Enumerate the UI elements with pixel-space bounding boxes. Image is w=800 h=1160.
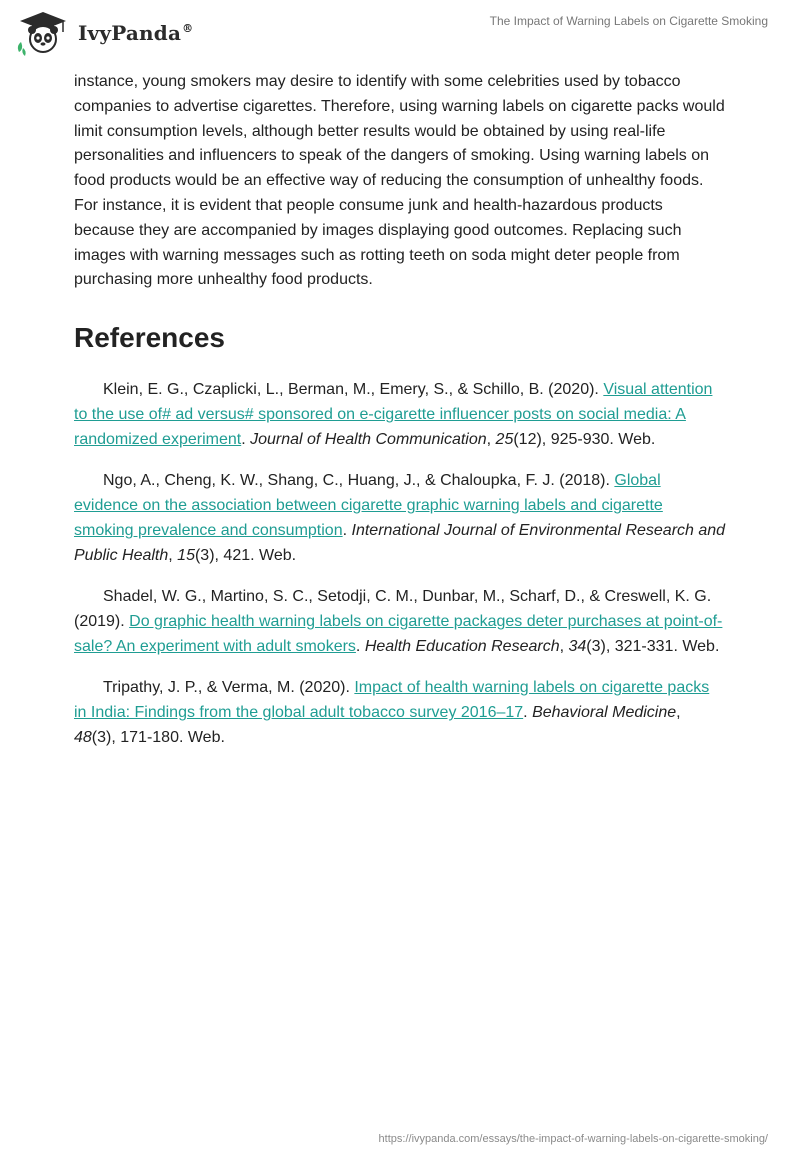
document-title: The Impact of Warning Labels on Cigarette Smoking xyxy=(489,14,768,28)
volume: 15 xyxy=(177,547,195,565)
page-header xyxy=(0,0,800,64)
source-url[interactable]: https://ivypanda.com/essays/the-impact-of-warning-labels-on-cigarette-smoking/ xyxy=(378,1133,768,1145)
journal-name: Journal of Health Communication xyxy=(250,431,487,449)
reference-link[interactable]: Do graphic health warning labels on cigarette packages deter purchases at point-of-sale? An experiment with adult smokers xyxy=(74,613,723,656)
reference-item: Ngo, A., Cheng, K. W., Shang, C., Huang, J., & Chaloupka, F. J. (2018). Global evidence on the association between cigarette graphic warning labels and cigarette smoking prevalence and consumption. International Journal of Environmental Research and Public Health, 15(3), 421. Web. xyxy=(74,472,726,565)
journal-name: Behavioral Medicine xyxy=(532,704,677,722)
reference-item: Klein, E. G., Czaplicki, L., Berman, M., Emery, S., & Schillo, B. (2020). Visual attention to the use of# ad versus# sponsored on e-cigarette influencer posts on social media: A randomized experiment. Journal of Health Communication, 25(12), 925-930. Web. xyxy=(74,381,713,449)
journal-name: International Journal of Environmental Research and Public Health xyxy=(74,522,726,565)
journal-name: Health Education Research xyxy=(364,638,560,656)
references-heading: References xyxy=(74,322,225,354)
panda-graduate-icon xyxy=(14,10,72,56)
volume: 48 xyxy=(74,729,92,747)
reference-link[interactable]: Impact of health warning labels on cigarette packs in India: Findings from the global adult tobacco survey 2016–17 xyxy=(74,679,710,722)
reference-link[interactable]: Global evidence on the association between cigarette graphic warning labels and cigarette smoking prevalence and consumption xyxy=(74,472,663,540)
ivypanda-logo[interactable] xyxy=(14,9,204,57)
references-list xyxy=(74,377,726,750)
body-paragraph: instance, young smokers may desire to identify with some celebrities used by tobacco companies to advertise cigarettes. Therefore, using warning labels on cigarette packs would limit consumption levels, although better results would be obtained by using real-life personalities and influencers to speak of the dangers of smoking. Using warning labels on food products would be an effective way of reducing the consumption of unhealthy foods. For instance, it is evident that people consume junk and health-hazardous products because they are accompanied by images displaying good outcomes. Replacing such images with warning messages such as rotting teeth on soda might deter people from purchasing more unhealthy food products. xyxy=(74,73,725,289)
reference-item: Tripathy, J. P., & Verma, M. (2020). Impact of health warning labels on cigarette packs in India: Findings from the global adult tobacco survey 2016–17. Behavioral Medicine, 48(3), 171-180. Web. xyxy=(74,679,710,747)
volume: 25 xyxy=(495,431,514,449)
page-content xyxy=(74,70,726,766)
reference-item: Shadel, W. G., Martino, S. C., Setodji, C. M., Dunbar, M., Scharf, D., & Creswell, K. G. (2019). Do graphic health warning labels on cigarette packages deter purchases at point-of-sale? An experiment with adult smokers. Health Education Research, 34(3), 321-331. Web. xyxy=(74,588,723,656)
reference-link[interactable]: Visual attention to the use of# ad versus# sponsored on e-cigarette influencer posts on social media: A randomized experiment xyxy=(74,381,713,449)
volume: 34 xyxy=(568,638,587,656)
brand-name: IvyPanda® xyxy=(78,21,194,45)
